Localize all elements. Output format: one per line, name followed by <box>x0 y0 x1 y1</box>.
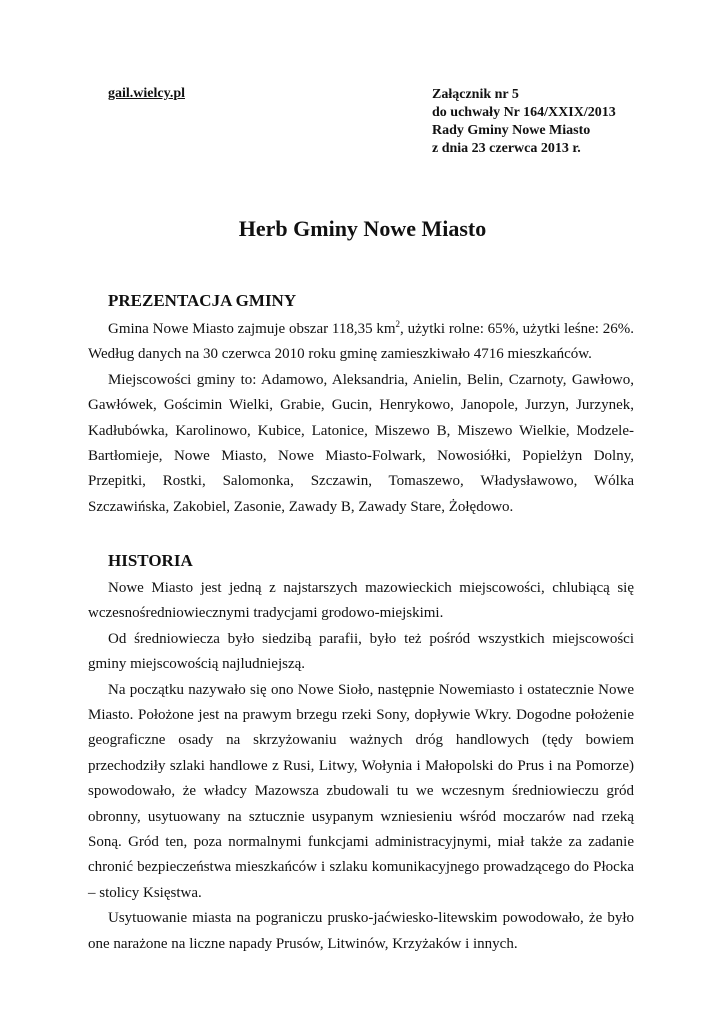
document-title: Herb Gminy Nowe Miasto <box>238 216 487 241</box>
section-body-historia <box>88 576 634 957</box>
paragraph <box>88 317 634 368</box>
source-link[interactable]: gail.wielcy.pl <box>108 86 185 101</box>
superscript: 2 <box>395 319 401 329</box>
paragraph-text: , użytki rolne: 65%, użytki leśne: 26%. Według danych na 30 czerwca 2010 roku gminę zamieszkiwało 4716 mieszkańców. <box>88 321 634 363</box>
attachment-line: do uchwały Nr 164/XXIX/2013 <box>432 105 616 120</box>
attachment-line: Załącznik nr 5 <box>432 87 519 102</box>
attachment-line: Rady Gminy Nowe Miasto <box>432 123 591 138</box>
paragraph: Nowe Miasto jest jedną z najstarszych mazowieckich miejscowości, chlubiącą się wczesnośredniowiecznymi tradycjami grodowo-miejskimi. <box>88 580 634 622</box>
attachment-line: z dnia 23 czerwca 2013 r. <box>432 141 581 156</box>
attachment-note <box>432 86 616 158</box>
paragraph: Miejscowości gminy to: Adamowo, Aleksandria, Anielin, Belin, Czarnoty, Gawłowo, Gawłówek, Gościmin Wielki, Grabie, Gucin, Henrykowo, Janopole, Jurzyn, Jurzynek, Kadłubówka, Karolinowo, Kubice, Latonice, Miszewo B, Miszewo Wielkie, Modzele-Bartłomieje, Nowe Miasto, Nowe Miasto-Folwark, Nowosiółki, Popielżyn Dolny, Przepitki, Rostki, Salomonka, Szczawin, Tomaszewo, Władysławowo, Wólka Szczawińska, Zakobiel, Zasonie, Zawady B, Zawady Stare, Żołędowo. <box>88 371 634 515</box>
section-heading-historia: HISTORIA <box>108 551 193 570</box>
paragraph: Na początku nazywało się ono Nowe Sioło, następnie Nowemiasto i ostatecznie Nowe Miasto. Położone jest na prawym brzegu rzeki Sony, dopływie Wkry. Dogodne położenie geograficzne osady na skrzyżowaniu ważnych dróg handlowych (tędy bowiem przechodziły szlaki handlowe z Rusi, Litwy, Wołynia i Małopolski do Prus i na Pomorze) spowodowało, że władcy Mazowsza zbudowali tu we wczesnym średniowieczu gród obronny, usytuowany na sztucznie usypanym wzniesieniu wśród moczarów nad rzeką Soną. Gród ten, poza normalnymi funkcjami administracyjnymi, miał także za zadanie chronić bezpieczeństwa mieszkańców i szlaku komunikacyjnego prowadzącego do Płocka – stolicy Księstwa. <box>88 681 634 901</box>
paragraph-text: Gmina Nowe Miasto zajmuje obszar 118,35 km <box>108 321 396 337</box>
section-heading-prezentacja: PREZENTACJA GMINY <box>108 291 297 310</box>
paragraph: Od średniowiecza było siedzibą parafii, było też pośród wszystkich miejscowości gminy miejscowością najludniejszą. <box>88 630 634 673</box>
paragraph: Usytuowanie miasta na pograniczu prusko-jaćwiesko-litewskim powodowało, że było one narażone na liczne napady Prusów, Litwinów, Krzyżaków i innych. <box>88 910 634 952</box>
section-body-prezentacja <box>88 317 634 520</box>
